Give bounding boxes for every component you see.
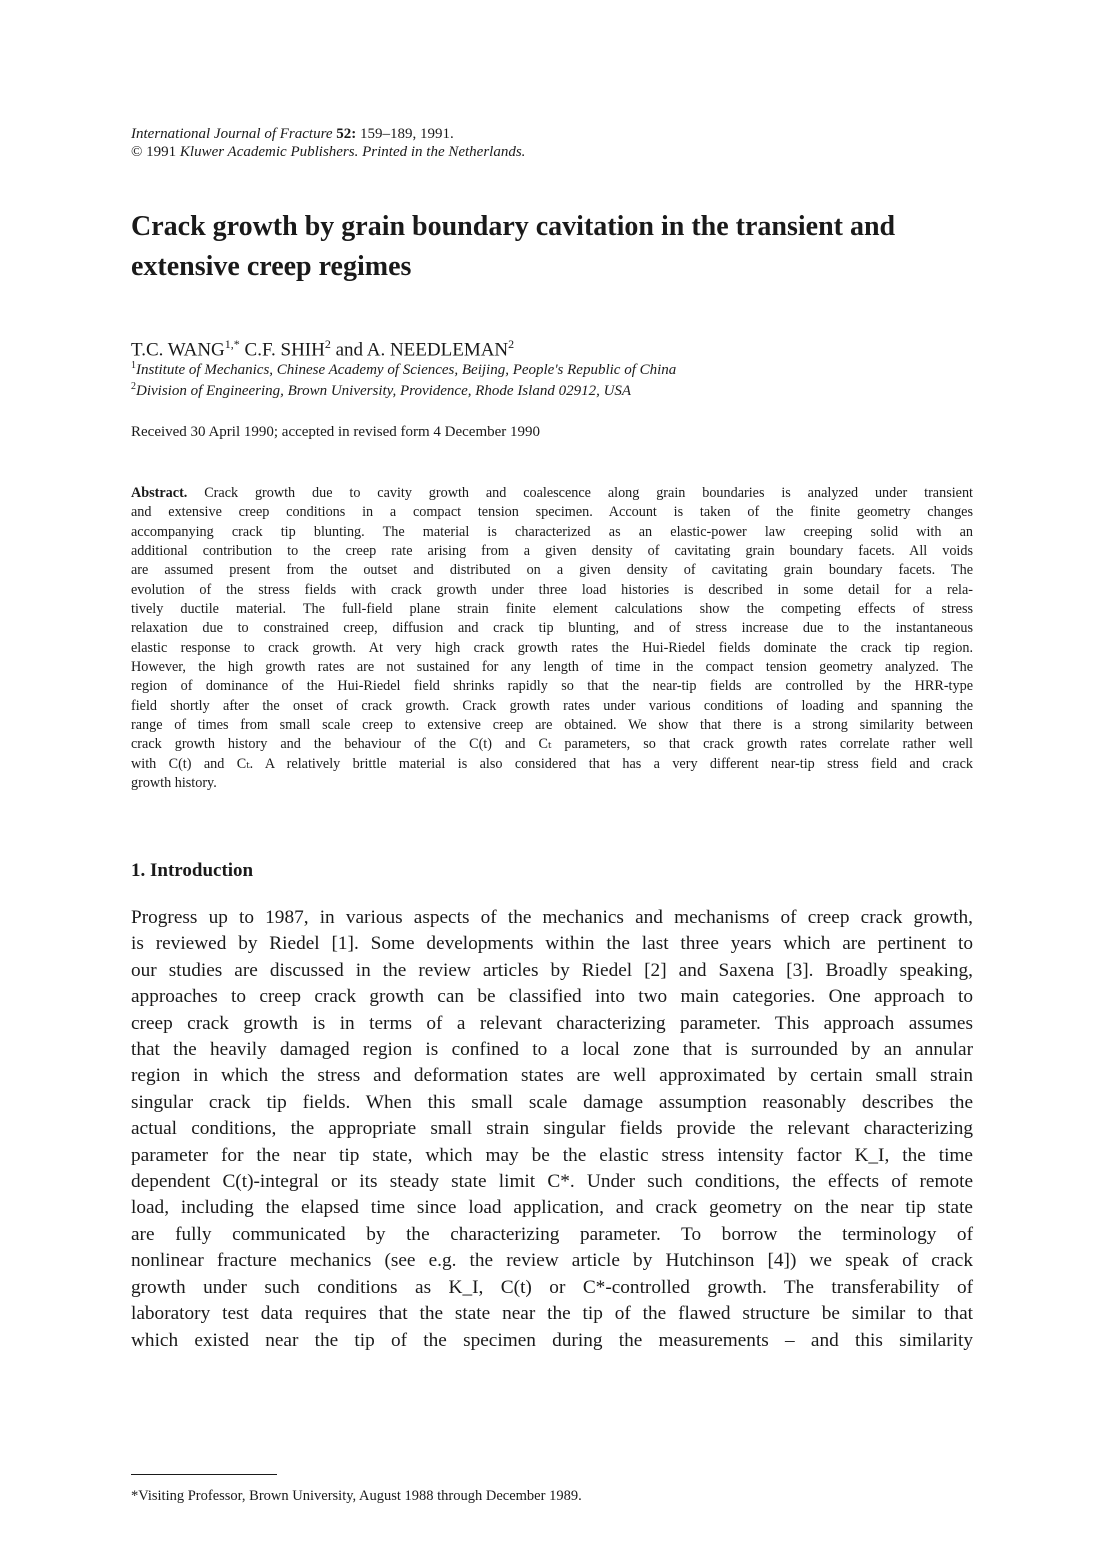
journal-copyright	[131, 143, 831, 161]
intro-line: that the heavily damaged region is confined to a local zone that is surrounded by an annular	[131, 1039, 973, 1061]
journal-name: International Journal of Fracture	[131, 126, 333, 142]
section-heading: 1. Introduction	[131, 860, 254, 881]
author-name: T.C. WANG	[131, 339, 225, 361]
paper-title	[131, 207, 991, 287]
affiliation-mark: 1	[131, 360, 136, 371]
abstract-line	[131, 484, 973, 503]
intro-line: our studies are discussed in the review articles by Riedel [2] and Saxena [3]. Broadly speaking,	[131, 959, 973, 981]
abstract-line: region of dominance of the Hui-Riedel field shrinks rapidly so that the near-tip fields are controlled by the HRR-type	[131, 678, 973, 695]
title-line: Crack growth by grain boundary cavitation in the transient and	[131, 211, 896, 242]
intro-line: is reviewed by Riedel [1]. Some developments within the last three years which are pertinent to	[131, 933, 973, 955]
abstract-line: and extensive creep conditions in a compact tension specimen. Account is taken of the finite geometry changes	[131, 504, 973, 521]
affiliation-text: Institute of Mechanics, Chinese Academy of Sciences, Beijing, People's Republic of China	[136, 362, 677, 378]
abstract-line: crack growth history and the behaviour of the C(t) and Cₜ parameters, so that crack growth rates correlate rather well	[131, 736, 973, 753]
intro-line: are fully communicated by the characterizing parameter. To borrow the terminology of	[131, 1223, 973, 1245]
intro-line: Progress up to 1987, in various aspects of the mechanics and mechanisms of creep crack growth,	[131, 907, 973, 928]
abstract-line: elastic response to crack growth. At very high crack growth rates the Hui-Riedel fields dominate the crack tip region.	[131, 639, 973, 656]
received-dates: Received 30 April 1990; accepted in revised form 4 December 1990	[131, 424, 541, 440]
affiliation-text: Division of Engineering, Brown University, Providence, Rhode Island 02912, USA	[136, 383, 632, 399]
author-list	[131, 337, 514, 361]
copyright-symbol: ©	[131, 144, 143, 160]
intro-line: creep crack growth is in terms of a relevant characterizing parameter. This approach assumes	[131, 1012, 973, 1034]
author-affiliation-mark: 2	[508, 337, 515, 351]
affiliation-mark: 2	[131, 381, 136, 392]
abstract-line: evolution of the stress fields with crack growth under three load histories is described in some detail for a rela-	[131, 581, 973, 598]
intro-line: which existed near the tip of the specimen during the measurements – and this similarity	[131, 1329, 973, 1351]
title-line: extensive creep regimes	[131, 251, 412, 282]
affiliation	[131, 381, 971, 400]
abstract	[131, 484, 973, 794]
author-name: C.F. SHIH	[239, 339, 325, 361]
abstract-first-line: Crack growth due to cavity growth and coalescence along grain boundaries is analyzed under transient	[187, 485, 973, 501]
publisher: Kluwer Academic Publishers. Printed in the Netherlands.	[179, 144, 526, 160]
abstract-line: are assumed present from the outset and distributed on a given density of cavitating grain boundary facets. The	[131, 562, 973, 579]
abstract-line: additional contribution to the creep rate arising from a given density of cavitating grain boundary facets. All voids	[131, 543, 973, 560]
intro-line: singular crack tip fields. When this small scale damage assumption reasonably describes the	[131, 1091, 973, 1113]
intro-line: laboratory test data requires that the state near the tip of the flawed structure be similar to that	[131, 1303, 973, 1325]
abstract-line: range of times from small scale creep to extensive creep are obtained. We show that there is a strong similarity between	[131, 717, 973, 734]
journal-citation	[131, 125, 831, 143]
abstract-line: tively ductile material. The full-field plane strain finite element calculations show the competing effects of stress	[131, 601, 973, 618]
journal-pages: 159–189, 1991.	[360, 126, 454, 142]
copyright-year: 1991	[146, 144, 177, 160]
abstract-label: Abstract.	[131, 485, 188, 501]
author-affiliation-mark: 2	[324, 337, 331, 351]
abstract-line: field shortly after the onset of crack growth. Crack growth rates under various conditions of loading and spanning the	[131, 697, 973, 714]
abstract-line: accompanying crack tip blunting. The material is characterized as an elastic-power law creeping solid with an	[131, 523, 973, 540]
journal-header	[131, 125, 831, 161]
abstract-line: relaxation due to constrained creep, diffusion and crack tip blunting, and of stress increase due to the instantaneous	[131, 620, 973, 637]
intro-line: approaches to creep crack growth can be classified into two main categories. One approach to	[131, 986, 973, 1008]
author-affiliation-mark: 1,*	[224, 337, 240, 351]
intro-line: region in which the stress and deformation states are well approximated by certain small strain	[131, 1065, 973, 1087]
abstract-line: growth history.	[131, 775, 217, 792]
footnote: *Visiting Professor, Brown University, August 1988 through December 1989.	[131, 1488, 582, 1504]
intro-line: load, including the elapsed time since load application, and crack geometry on the near tip state	[131, 1197, 973, 1219]
intro-line: dependent C(t)-integral or its steady state limit C*. Under such conditions, the effects of remote	[131, 1171, 973, 1193]
affiliation	[131, 360, 971, 379]
intro-line: growth under such conditions as K_I, C(t) or C*-controlled growth. The transferability of	[131, 1276, 973, 1298]
intro-line: nonlinear fracture mechanics (see e.g. the review article by Hutchinson [4]) we speak of crack	[131, 1250, 973, 1272]
journal-volume: 52:	[336, 126, 357, 142]
footnote-rule	[131, 1474, 277, 1475]
abstract-line: However, the high growth rates are not sustained for any length of time in the compact tension geometry analyzed. The	[131, 659, 973, 676]
author-name: and A. NEEDLEMAN	[330, 339, 509, 361]
abstract-line: with C(t) and Cₜ. A relatively brittle material is also considered that has a very different near-tip stress field and crack	[131, 755, 973, 772]
intro-line: parameter for the near tip state, which may be the elastic stress intensity factor K_I, the time	[131, 1144, 973, 1166]
intro-line: actual conditions, the appropriate small strain singular fields provide the relevant characterizing	[131, 1118, 973, 1140]
introduction-body	[131, 905, 973, 1354]
